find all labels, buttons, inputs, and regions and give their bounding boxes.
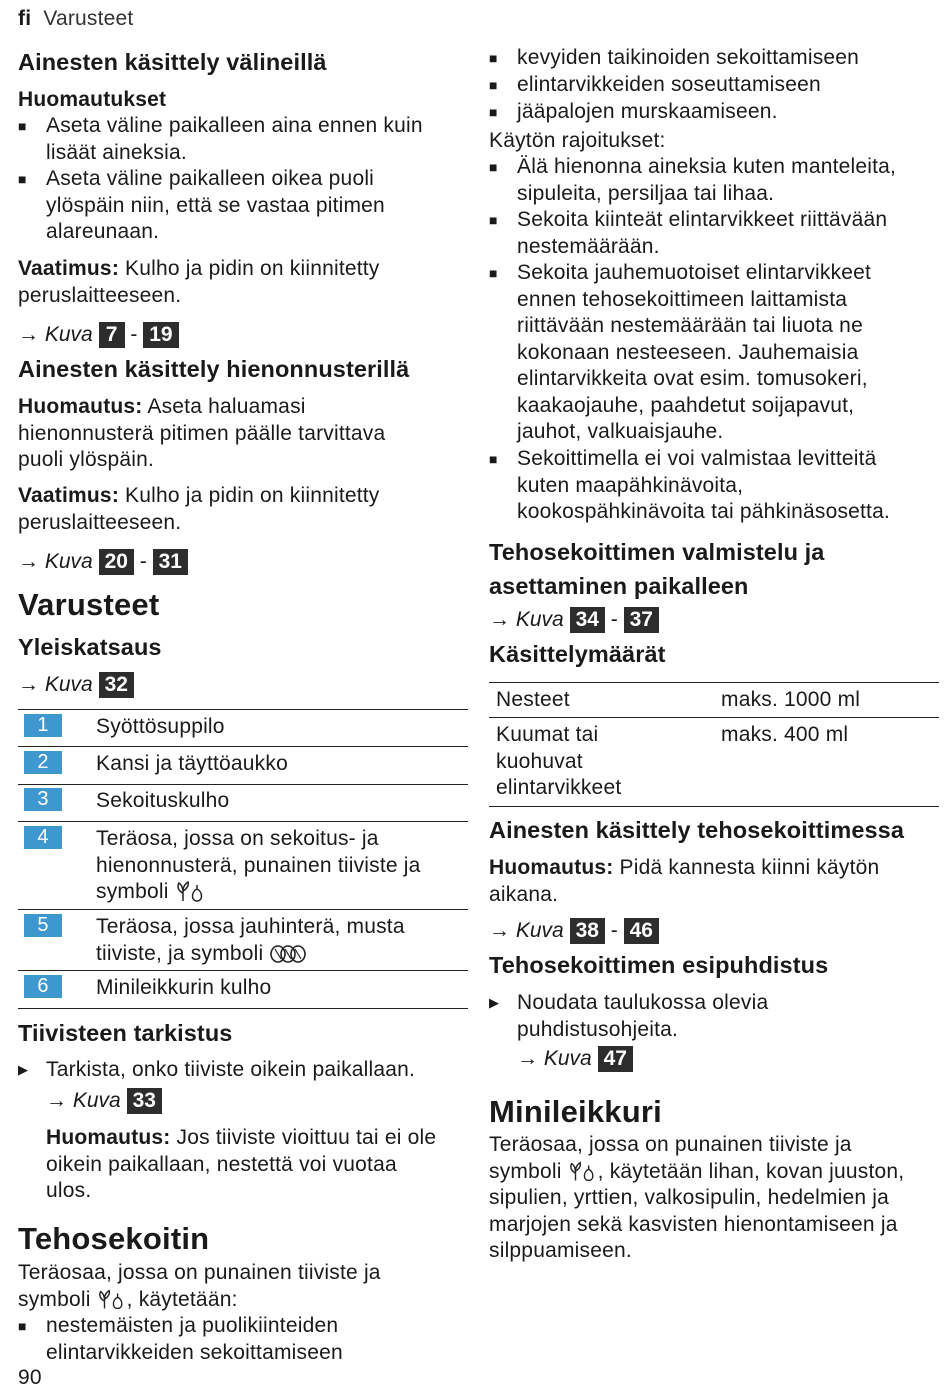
figure-reference[interactable]: → Kuva 32 — [18, 672, 134, 698]
table-rule — [18, 909, 468, 910]
figure-number: 7 — [99, 322, 125, 348]
chapter-title: Varusteet — [18, 587, 160, 622]
section-title: Tehosekoittimen valmistelu ja asettaminen paikalleen — [489, 539, 825, 599]
part-number-badge: 2 — [24, 751, 62, 774]
limits-heading: Käytön rajoitukset: — [489, 129, 666, 152]
table-rule — [18, 1008, 468, 1009]
figure-number: 32 — [99, 672, 134, 698]
figure-number: 31 — [153, 549, 188, 575]
header-section: Varusteet — [43, 7, 134, 30]
table-cell: maks. 400 ml — [721, 723, 849, 746]
figure-number: 20 — [99, 549, 134, 575]
arrow-right-icon: → — [18, 673, 39, 696]
section-title: Ainesten käsittely välineillä — [18, 49, 327, 75]
part-name: Teräosa, jossa jauhinterä, musta tiiviste, ja symboli — [96, 915, 405, 965]
part-name: Sekoituskulho — [96, 789, 230, 812]
figure-reference[interactable]: → Kuva 33 — [46, 1088, 162, 1114]
arrow-right-icon: → — [489, 608, 510, 631]
figure-number: 47 — [598, 1046, 633, 1072]
part-number-badge: 5 — [24, 914, 62, 937]
page-number: 90 — [18, 1366, 42, 1389]
figure-reference[interactable]: → Kuva 7 - 19 — [18, 322, 179, 348]
arrow-right-icon: → — [489, 919, 510, 942]
herb-onion-symbol-icon — [568, 1161, 598, 1183]
part-number-badge: 6 — [24, 975, 62, 998]
bullet-square-icon: ■ — [489, 159, 498, 175]
list-item: ■ jääpalojen murskaamiseen. — [489, 99, 939, 126]
table-rule — [18, 970, 468, 971]
list-item: ■ nestemäisten ja puolikiinteiden elintarvikkeiden sekoittamiseen — [18, 1314, 343, 1364]
bullet-square-icon: ■ — [18, 171, 27, 187]
grain-mill-symbol-icon — [269, 943, 307, 965]
parts-row — [18, 826, 468, 908]
arrow-right-icon: → — [18, 550, 39, 573]
chapter-title: Minileikkuri — [489, 1094, 662, 1129]
list-item: ■ elintarvikkeiden soseuttamiseen — [489, 72, 939, 99]
part-name: Minileikkurin kulho — [96, 976, 272, 999]
list-item: ■ Aseta väline paikalleen aina ennen kuin lisäät aineksia. — [18, 114, 423, 164]
arrow-right-icon: → — [517, 1047, 538, 1070]
parts-row — [18, 914, 468, 970]
step-triangle-icon: ▶ — [18, 1062, 29, 1077]
section-title: Ainesten käsittely hienonnusterillä — [18, 356, 410, 382]
part-number-badge: 3 — [24, 788, 62, 811]
bullet-square-icon: ■ — [489, 104, 498, 120]
bullet-square-icon: ■ — [489, 212, 498, 228]
body-text: Teräosaa, jossa on punainen tiiviste ja symboli , käytetään: — [18, 1261, 381, 1311]
figure-reference[interactable]: → Kuva 34 - 37 — [489, 607, 659, 633]
section-title: Tehosekoittimen esipuhdistus — [489, 952, 829, 978]
figure-reference[interactable]: → Kuva 20 - 31 — [18, 549, 188, 575]
list-item: ■ Sekoita kiinteät elintarvikkeet riittävään nestemäärään. — [489, 208, 888, 258]
table-rule — [489, 682, 939, 683]
parts-row — [18, 788, 468, 818]
page-header — [18, 6, 133, 33]
section-title: Ainesten käsittely tehosekoittimessa — [489, 817, 905, 843]
part-name: Syöttösuppilo — [96, 715, 225, 738]
list-item: ■ Aseta väline paikalleen oikea puoli ylöspäin niin, että se vastaa pitimen alareunaan. — [18, 167, 385, 243]
table-rule — [18, 709, 468, 710]
language-code: fi — [18, 7, 32, 30]
section-title: Tiivisteen tarkistus — [18, 1020, 233, 1046]
parts-row — [18, 714, 468, 744]
table-rule — [18, 821, 468, 822]
chapter-title: Tehosekoitin — [18, 1221, 210, 1256]
note-text: Huomautus: Jos tiiviste vioittuu tai ei ole oikein paikallaan, nestettä voi vuotaa ulos. — [46, 1126, 437, 1202]
note-text: Huomautus: Pidä kannesta kiinni käytön aikana. — [489, 856, 880, 906]
table-cell: Kuumat tai kuohuvat elintarvikkeet — [496, 723, 622, 799]
table-rule — [18, 784, 468, 785]
list-item: ■ kevyiden taikinoiden sekoittamiseen — [489, 45, 939, 72]
figure-number: 46 — [624, 918, 659, 944]
note-text: Huomautus: Aseta haluamasi hienonnusterä pitimen päälle tarvittava puoli ylöspäin. — [18, 395, 386, 471]
table-rule — [18, 746, 468, 747]
requirement-text: Vaatimus: Kulho ja pidin on kiinnitetty peruslaitteeseen. — [18, 484, 380, 534]
table-cell: maks. 1000 ml — [721, 688, 861, 711]
list-item: ■ Sekoita jauhemuotoiset elintarvikkeet ennen tehosekoittimeen laittamista riittävään nestemäärään tai liuota ne kokonaan nesteeseen. Jauhemaisia elintarvikkeita ovat esim. tomusokeri, kaakaojauhe, paahdetut soijapavut, jauhot, valkuaisjauhe. — [489, 261, 872, 443]
bullet-square-icon: ■ — [18, 1318, 27, 1334]
parts-row — [18, 975, 468, 1005]
body-text: Teräosaa, jossa on punainen tiiviste ja symboli , käytetään lihan, kovan juuston, sipulien, yrttien, valkosipulin, hedelmien ja marjojen sekä kasvisten hienontamiseen ja silppuamiseen. — [489, 1133, 905, 1262]
part-number-badge: 4 — [24, 826, 62, 849]
part-name: Kansi ja täyttöaukko — [96, 752, 288, 775]
herb-onion-symbol-icon — [97, 1289, 127, 1311]
section-title: Yleiskatsaus — [18, 634, 162, 660]
list-item: ■ Älä hienonna aineksia kuten manteleita, sipuleita, persiljaa tai lihaa. — [489, 155, 897, 205]
herb-onion-symbol-icon — [175, 881, 207, 903]
bullet-square-icon: ■ — [489, 265, 498, 281]
figure-reference[interactable]: → Kuva 38 - 46 — [489, 918, 659, 944]
table-cell: Nesteet — [496, 688, 570, 711]
step-item: ▶ Tarkista, onko tiiviste oikein paikallaan. — [18, 1057, 468, 1084]
section-title: Käsittelymäärät — [489, 641, 666, 667]
parts-row — [18, 751, 468, 781]
bullet-square-icon: ■ — [489, 451, 498, 467]
list-item: ■ Sekoittimella ei voi valmistaa levitteitä kuten maapähkinävoita, kookospähkinävoita tai pähkinäsosetta. — [489, 447, 891, 523]
arrow-right-icon: → — [46, 1089, 67, 1112]
step-triangle-icon: ▶ — [489, 995, 500, 1010]
requirement-text: Vaatimus: Kulho ja pidin on kiinnitetty peruslaitteeseen. — [18, 257, 380, 307]
bullet-square-icon: ■ — [489, 50, 498, 66]
figure-number: 19 — [143, 322, 178, 348]
arrow-right-icon: → — [18, 323, 39, 346]
bullet-square-icon: ■ — [18, 118, 27, 134]
figure-number: 38 — [570, 918, 605, 944]
part-name: Teräosa, jossa on sekoitus- ja hienonnusterä, punainen tiiviste ja symboli — [96, 827, 421, 903]
notes-heading: Huomautukset — [18, 88, 167, 111]
table-row — [489, 722, 939, 804]
figure-number: 34 — [570, 607, 605, 633]
figure-number: 37 — [624, 607, 659, 633]
bullet-square-icon: ■ — [489, 77, 498, 93]
figure-number: 33 — [127, 1088, 162, 1114]
part-number-badge: 1 — [24, 714, 62, 737]
table-rule — [489, 717, 939, 718]
figure-reference[interactable]: → Kuva 47 — [517, 1046, 633, 1072]
table-rule — [489, 806, 939, 807]
step-item: ▶ Noudata taulukossa olevia puhdistusohjeita. — [489, 991, 769, 1041]
